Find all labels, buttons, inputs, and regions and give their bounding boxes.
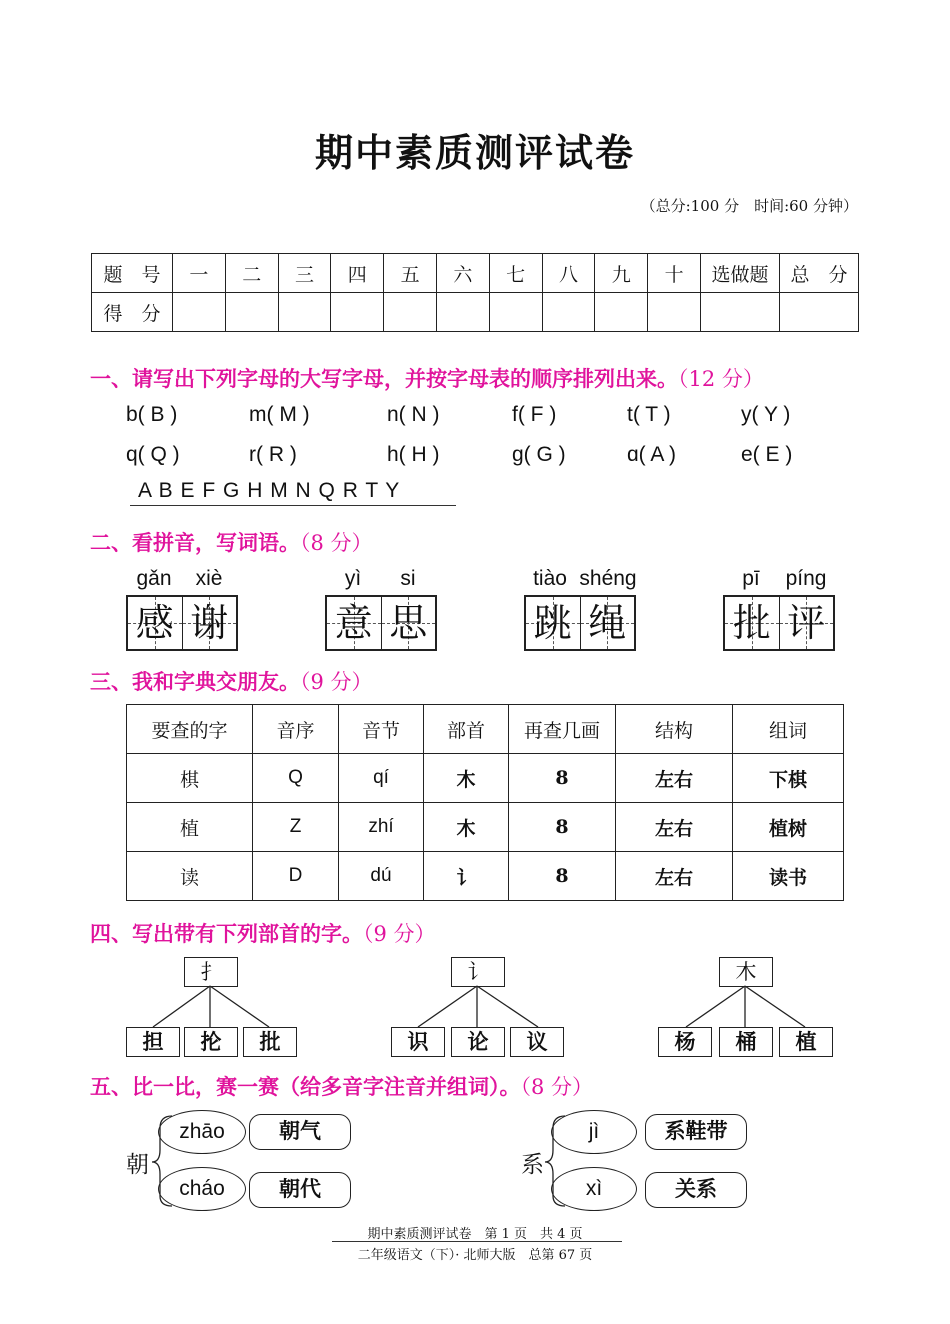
pinyin: píng — [785, 567, 827, 590]
pinyin-oval: zhāo — [158, 1110, 246, 1154]
score-col: 总 分 — [780, 254, 859, 293]
radical-box: 木 — [719, 957, 773, 987]
section-5-note: （给多音字注音并组词）。 — [279, 1074, 521, 1099]
table-cell: 左右 — [616, 852, 733, 901]
column-header: 组词 — [733, 705, 844, 754]
score-col: 五 — [384, 254, 437, 293]
grid-cell: 批 — [725, 597, 779, 649]
answer-box: 桶 — [719, 1027, 773, 1057]
section-4-points: （9 分） — [363, 922, 436, 946]
letter-item: q( Q ) — [126, 443, 180, 466]
letter-item: h( H ) — [387, 443, 440, 466]
letter-item: m( M ) — [249, 403, 310, 426]
table-cell: zhí — [339, 803, 424, 852]
grid-cell: 感 — [128, 597, 182, 649]
radical-box: 扌 — [184, 957, 238, 987]
pinyin: yì — [344, 567, 362, 590]
answer-box: 识 — [391, 1027, 445, 1057]
letter-item: n( N ) — [387, 403, 440, 426]
table-cell: 讠 — [424, 852, 509, 901]
table-cell: 左右 — [616, 803, 733, 852]
table-cell: 植树 — [733, 803, 844, 852]
table-cell: 下棋 — [733, 754, 844, 803]
letter-item: y( Y ) — [741, 403, 791, 426]
table-cell: Z — [253, 803, 339, 852]
pinyin: xiè — [195, 567, 223, 590]
section-5-heading — [90, 1071, 593, 1101]
score-label: 题 号 — [92, 254, 173, 293]
ordered-letters-answer: A B E F G H M N Q R T Y — [130, 479, 456, 506]
letter-item: r( R ) — [249, 443, 297, 466]
score-col: 七 — [489, 254, 542, 293]
score-col: 三 — [278, 254, 331, 293]
polyphone-char: 系 — [521, 1152, 544, 1178]
table-cell: 植 — [127, 803, 253, 852]
word-box: 系鞋带 — [645, 1114, 747, 1150]
table-cell: dú — [339, 852, 424, 901]
letter-item: e( E ) — [741, 443, 793, 466]
grid-cell: 绳 — [580, 597, 635, 649]
section-2-title: 二、看拼音，写词语。 — [90, 531, 300, 555]
letter-item: b( B ) — [126, 403, 178, 426]
section-1-title: 一、请写出下列字母的大写字母，并按字母表的顺序排列出来。 — [90, 367, 678, 391]
table-cell: 8 — [509, 754, 616, 803]
score-col: 六 — [436, 254, 489, 293]
score-col: 九 — [595, 254, 648, 293]
grid-cell: 评 — [779, 597, 834, 649]
table-cell: D — [253, 852, 339, 901]
letter-item: ɑ( A ) — [627, 443, 677, 466]
section-2-points: （8 分） — [300, 531, 373, 555]
grid-cell: 跳 — [526, 597, 580, 649]
pinyin: pī — [742, 567, 760, 590]
table-cell: 左右 — [616, 754, 733, 803]
pinyin: gǎn — [136, 567, 172, 590]
grid-cell: 意 — [327, 597, 381, 649]
grid-cell: 谢 — [182, 597, 237, 649]
section-4-title: 四、写出带有下列部首的字。 — [90, 922, 363, 946]
grid-cell: 思 — [381, 597, 436, 649]
word-box: 朝代 — [249, 1172, 351, 1208]
answer-box: 担 — [126, 1027, 180, 1057]
column-header: 再查几画 — [509, 705, 616, 754]
letter-item: g( G ) — [512, 443, 566, 466]
polyphone-char: 朝 — [126, 1152, 149, 1178]
column-header: 部首 — [424, 705, 509, 754]
section-1-points: （12 分） — [678, 367, 764, 391]
section-5-points: （8 分） — [520, 1075, 594, 1099]
answer-box: 杨 — [658, 1027, 712, 1057]
score-label: 得 分 — [92, 293, 173, 332]
table-cell: 读书 — [733, 852, 844, 901]
pinyin: si — [400, 567, 416, 590]
pinyin: tiào — [533, 567, 567, 590]
radical-box: 讠 — [451, 957, 505, 987]
score-col: 一 — [173, 254, 226, 293]
score-col: 八 — [542, 254, 595, 293]
section-5-title: 五、比一比，赛一赛 — [90, 1075, 279, 1099]
score-col: 四 — [331, 254, 384, 293]
answer-box: 议 — [510, 1027, 564, 1057]
letter-item: f( F ) — [512, 403, 557, 426]
exam-meta: （总分:100 分 时间:60 分钟） — [640, 197, 858, 215]
table-cell: 8 — [509, 852, 616, 901]
column-header: 音序 — [253, 705, 339, 754]
section-3-title: 三、我和字典交朋友。 — [90, 670, 300, 694]
letter-item: t( T ) — [627, 403, 671, 426]
score-col: 选做题 — [701, 254, 780, 293]
word-box: 朝气 — [249, 1114, 351, 1150]
answer-box: 植 — [779, 1027, 833, 1057]
page-title: 期中素质测评试卷 — [314, 130, 635, 175]
table-cell: 木 — [424, 754, 509, 803]
pinyin-oval: cháo — [158, 1167, 246, 1211]
score-col: 二 — [225, 254, 278, 293]
footer-page-info: 期中素质测评试卷 第 1 页 共 4 页 — [367, 1227, 583, 1242]
table-cell: qí — [339, 754, 424, 803]
footer-book-info: 二年级语文（下）· 北师大版 总第 67 页 — [357, 1248, 593, 1263]
answer-box: 抡 — [184, 1027, 238, 1057]
score-col: 十 — [648, 254, 701, 293]
table-cell: Q — [253, 754, 339, 803]
table-cell: 8 — [509, 803, 616, 852]
column-header: 音节 — [339, 705, 424, 754]
column-header: 要查的字 — [127, 705, 253, 754]
table-cell: 读 — [127, 852, 253, 901]
word-box: 关系 — [645, 1172, 747, 1208]
answer-box: 论 — [451, 1027, 505, 1057]
pinyin-oval: xì — [551, 1167, 637, 1211]
table-cell: 木 — [424, 803, 509, 852]
answer-box: 批 — [243, 1027, 297, 1057]
footer-divider — [332, 1241, 622, 1242]
pinyin-oval: jì — [551, 1110, 637, 1154]
column-header: 结构 — [616, 705, 733, 754]
pinyin: shéng — [579, 567, 637, 590]
section-3-points: （9 分） — [300, 670, 373, 694]
table-cell: 棋 — [127, 754, 253, 803]
